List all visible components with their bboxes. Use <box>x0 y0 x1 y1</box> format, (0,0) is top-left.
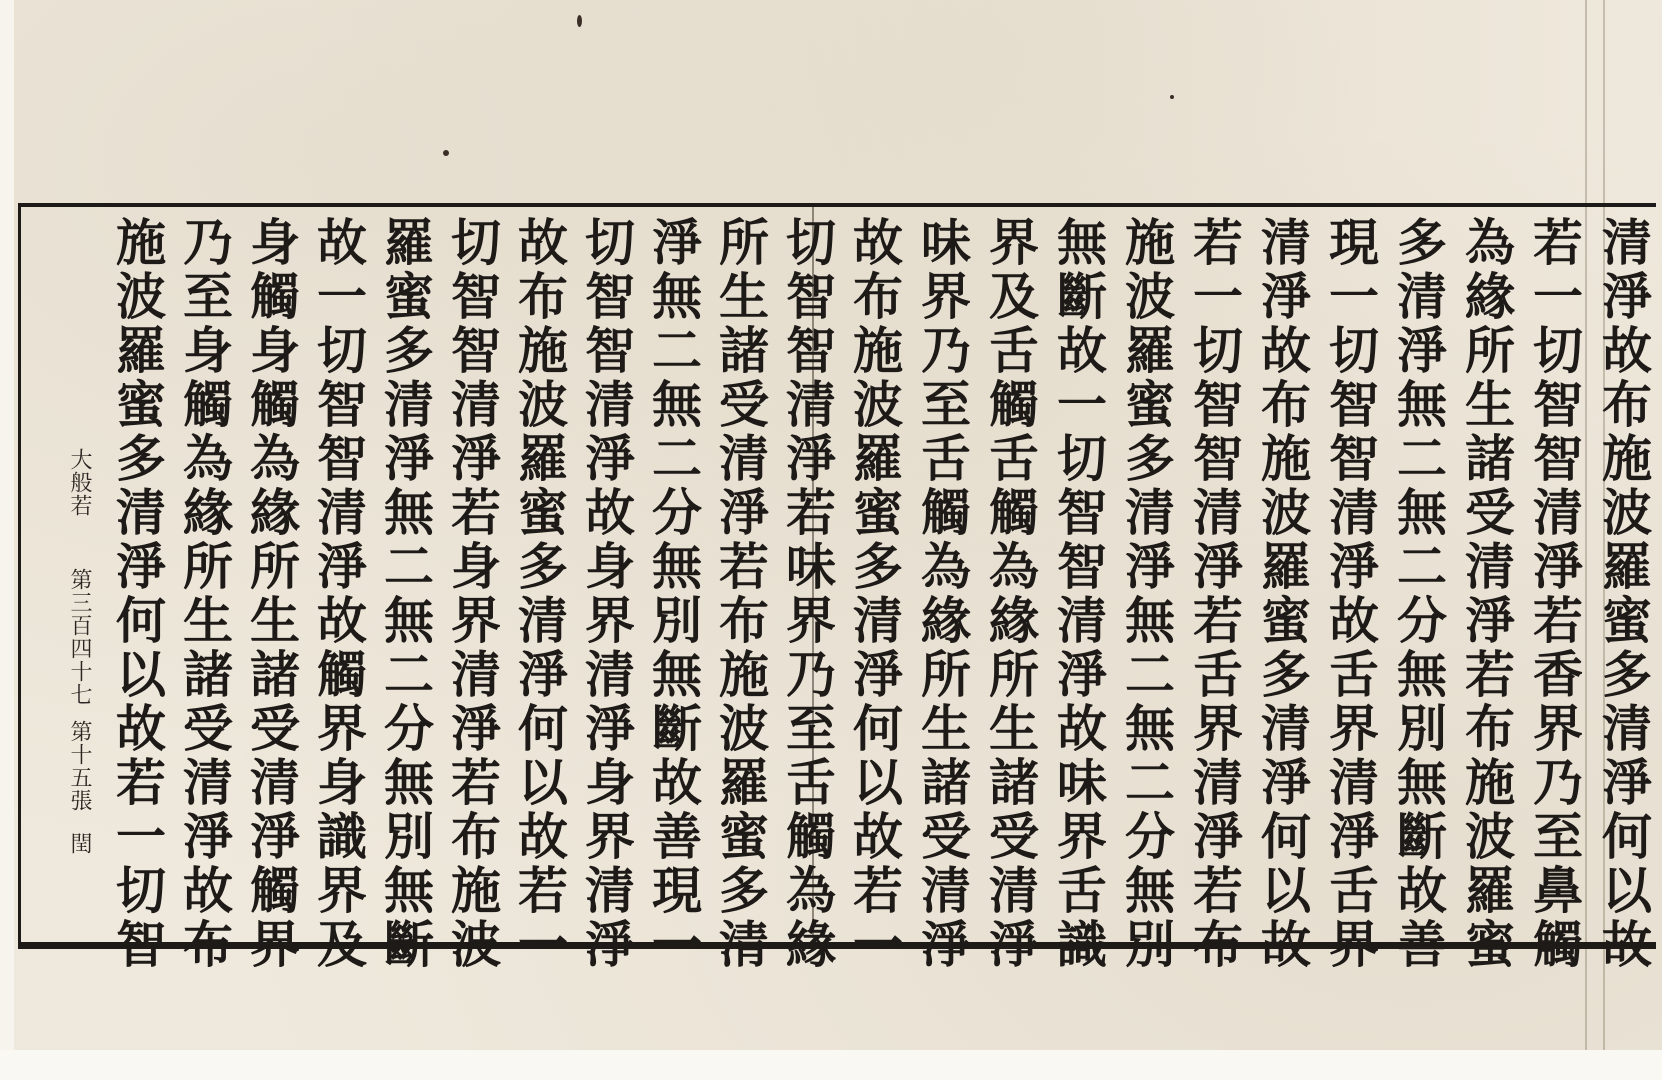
text-column-23: 施波羅蜜多清淨何以故若一切智 <box>108 216 167 972</box>
scan-margin-bottom <box>0 1050 1662 1080</box>
text-column-3: 為緣所生諸受清淨若布施波羅蜜 <box>1457 216 1516 972</box>
text-column-17: 故布施波羅蜜多清淨何以故若一 <box>510 216 569 972</box>
text-column-22: 乃至身觸為緣所生諸受清淨故布 <box>175 216 234 972</box>
text-column-18: 切智智清淨若身界清淨若布施波 <box>443 216 502 972</box>
text-column-5: 現一切智智清淨故舌界清淨舌界 <box>1321 216 1380 972</box>
text-column-21: 身觸身觸為緣所生諸受清淨觸界 <box>242 216 301 972</box>
margin-title: 大般若 <box>67 448 92 517</box>
text-column-9: 無斷故一切智智清淨故味界舌識 <box>1049 216 1108 972</box>
text-column-12: 故布施波羅蜜多清淨何以故若一 <box>845 216 904 972</box>
text-column-8: 施波羅蜜多清淨無二無二分無別 <box>1117 216 1176 972</box>
text-column-10: 界及舌觸舌觸為緣所生諸受清淨 <box>981 216 1040 972</box>
text-column-19: 羅蜜多清淨無二無二分無別無斷 <box>376 216 435 972</box>
text-column-2: 若一切智智清淨若香界乃至鼻觸 <box>1525 216 1584 972</box>
margin-sheet: 第十五張 <box>67 720 92 812</box>
text-column-14: 所生諸受清淨若布施波羅蜜多清 <box>711 216 770 972</box>
margin-volume: 第三百四十七 <box>67 568 92 706</box>
text-column-7: 若一切智智清淨若舌界清淨若布 <box>1185 216 1244 972</box>
text-column-20: 故一切智智清淨故觸界身識界及 <box>309 216 368 972</box>
text-column-15: 淨無二無二分無別無斷故善現一 <box>644 216 703 972</box>
text-column-4: 多清淨無二無二分無別無斷故善 <box>1389 216 1448 972</box>
ink-speck <box>1170 95 1174 99</box>
margin-mark: 閏 <box>67 832 92 855</box>
scan-margin-left <box>0 0 14 1080</box>
text-column-16: 切智智清淨故身界清淨身界清淨 <box>577 216 636 972</box>
text-column-13: 切智智清淨若味界乃至舌觸為緣 <box>778 216 837 972</box>
text-column-6: 清淨故布施波羅蜜多清淨何以故 <box>1253 216 1312 972</box>
text-column-1: 清淨故布施波羅蜜多清淨何以故 <box>1594 216 1653 972</box>
text-column-11: 味界乃至舌觸為緣所生諸受清淨 <box>913 216 972 972</box>
ink-speck <box>443 150 449 156</box>
ink-speck <box>577 15 582 27</box>
